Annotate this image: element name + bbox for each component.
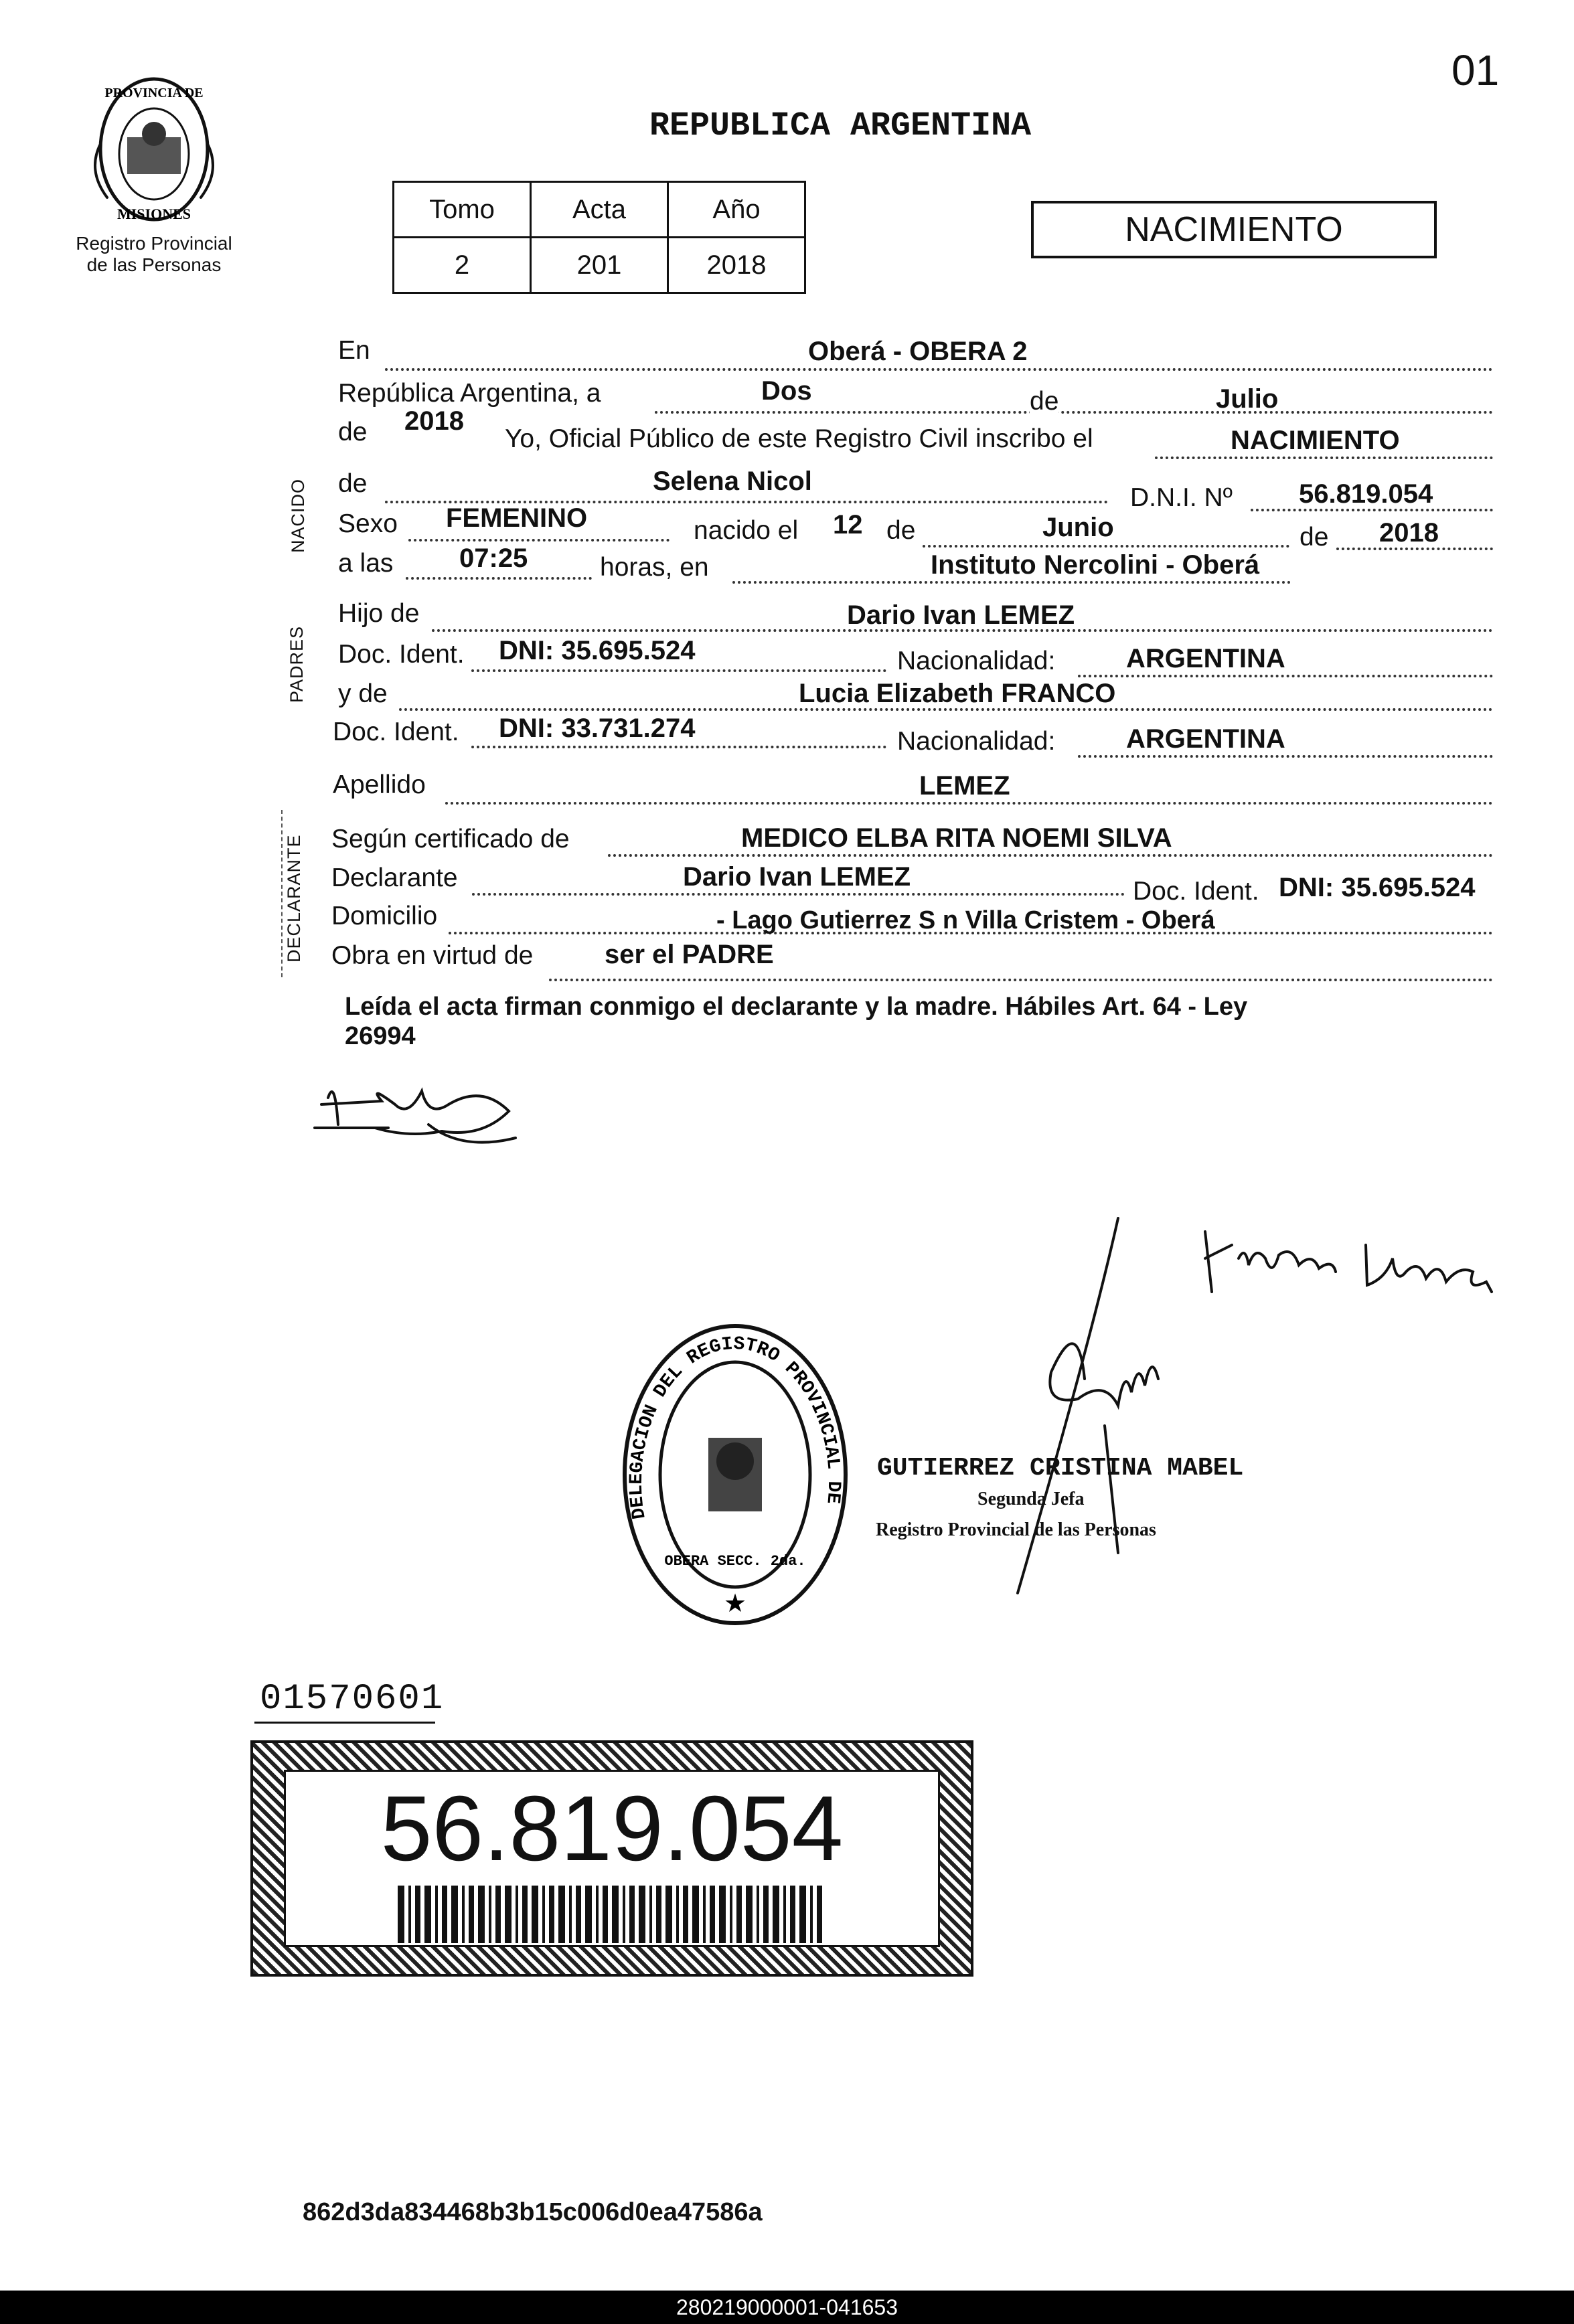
horas-label: horas, en xyxy=(600,553,709,582)
anio-header: Año xyxy=(668,182,805,238)
day-words-value: Dos xyxy=(761,376,812,406)
dni-value: 56.819.054 xyxy=(1299,479,1433,509)
yo-label: Yo, Oficial Público de este Registro Civil inscribo el xyxy=(505,424,1093,453)
obra-label: Obra en virtud de xyxy=(331,941,534,970)
sexo-label: Sexo xyxy=(338,509,398,538)
apellido-label: Apellido xyxy=(333,770,426,799)
nac-father-label: Nacionalidad: xyxy=(897,647,1056,675)
de-label: de xyxy=(1030,387,1059,416)
domicilio-label: Domicilio xyxy=(331,902,438,930)
decl-doc-label: Doc. Ident. xyxy=(1133,877,1259,906)
official-signature xyxy=(917,1205,1205,1610)
de-year-label: de xyxy=(338,418,368,446)
svg-text:PROVINCIA DE: PROVINCIA DE xyxy=(104,86,204,100)
mother-signature xyxy=(1192,1218,1513,1305)
province-crest-logo xyxy=(80,70,228,231)
closing-text: Leída el acta firman conmigo el declarante y la madre. Hábiles Art. 64 - Ley 26994 xyxy=(345,993,1248,1050)
svg-text:MISIONES: MISIONES xyxy=(116,205,191,222)
official-name: GUTIERREZ CRISTINA MABEL xyxy=(877,1454,1244,1483)
father-nat-value: ARGENTINA xyxy=(1126,644,1285,673)
mother-value: Lucia Elizabeth FRANCO xyxy=(799,679,1116,708)
decl-doc-value: DNI: 35.695.524 xyxy=(1279,873,1476,902)
document-hash: 862d3da834468b3b15c006d0ea47586a xyxy=(303,2198,763,2226)
hijo-label: Hijo de xyxy=(338,599,420,628)
mother-nat-value: ARGENTINA xyxy=(1126,724,1285,754)
de-birth-year-label: de xyxy=(1300,523,1329,552)
time-value: 07:25 xyxy=(459,544,528,573)
svg-text:OBERA SECC. 2da.: OBERA SECC. 2da. xyxy=(664,1553,806,1570)
acta-header: Acta xyxy=(531,182,668,238)
name-value: Selena Nicol xyxy=(653,467,812,496)
yde-label: y de xyxy=(338,679,388,708)
segun-label: Según certificado de xyxy=(331,825,570,853)
side-label-nacido: NACIDO xyxy=(288,478,308,553)
republica-label: República Argentina, a xyxy=(338,379,601,408)
father-value: Dario Ivan LEMEZ xyxy=(847,600,1075,630)
capacity-value: ser el PADRE xyxy=(605,940,774,969)
record-type-box: NACIMIENTO xyxy=(1031,201,1437,258)
svg-text:DELEGACION DEL REGISTRO PROVIN: DELEGACION DEL REGISTRO PROVINCIAL DE xyxy=(626,1333,844,1521)
acta-value: 201 xyxy=(531,238,668,293)
declarante-label: Declarante xyxy=(331,863,458,892)
barcode xyxy=(398,1886,826,1943)
official-registry: Registro Provincial de las Personas xyxy=(876,1519,1156,1540)
alas-label: a las xyxy=(338,549,394,578)
mother-doc-value: DNI: 33.731.274 xyxy=(499,714,696,743)
dni-stamp xyxy=(250,1740,973,1977)
sex-value: FEMENINO xyxy=(446,503,588,533)
doc-mother-label: Doc. Ident. xyxy=(333,718,459,746)
side-label-padres: PADRES xyxy=(287,625,307,703)
month-value: Julio xyxy=(1216,384,1279,414)
de-month-label: de xyxy=(886,516,916,545)
book-table xyxy=(392,181,806,294)
nacido-label: nacido el xyxy=(694,516,799,545)
birth-place-value: Instituto Nercolini - Oberá xyxy=(931,550,1260,580)
certificate-value: MEDICO ELBA RITA NOEMI SILVA xyxy=(741,823,1172,853)
footer-code: 280219000001-041653 xyxy=(676,2295,898,2319)
dni-stamp-number: 56.819.054 xyxy=(380,1777,844,1880)
birth-day-value: 12 xyxy=(833,510,863,540)
surname-value: LEMEZ xyxy=(919,771,1010,801)
nac-mother-label: Nacionalidad: xyxy=(897,727,1056,756)
father-doc-value: DNI: 35.695.524 xyxy=(499,636,696,665)
en-label: En xyxy=(338,336,370,365)
page-number: 01 xyxy=(1451,46,1500,94)
dni-label: D.N.I. Nº xyxy=(1130,483,1233,512)
doc-father-label: Doc. Ident. xyxy=(338,640,465,669)
page-title: REPUBLICA ARGENTINA xyxy=(649,107,1032,145)
anio-value: 2018 xyxy=(668,238,805,293)
svg-text:★: ★ xyxy=(723,1590,747,1618)
de-name-label: de xyxy=(338,469,368,498)
official-role: Segunda Jefa xyxy=(977,1489,1085,1509)
year-value: 2018 xyxy=(404,406,464,436)
serial-number: 01570601 xyxy=(260,1679,445,1720)
registry-seal xyxy=(615,1317,856,1635)
footer-bar xyxy=(0,2291,1574,2324)
declarant-value: Dario Ivan LEMEZ xyxy=(683,862,911,892)
birth-year-value: 2018 xyxy=(1379,518,1439,548)
side-label-declarante: DECLARANTE xyxy=(284,834,304,963)
declarant-signature xyxy=(308,1064,536,1155)
tomo-value: 2 xyxy=(394,238,531,293)
tomo-header: Tomo xyxy=(394,182,531,238)
address-value: - Lago Gutierrez S n Villa Cristem - Oberá xyxy=(716,906,1215,934)
birth-month-value: Junio xyxy=(1042,513,1114,542)
place-value: Oberá - OBERA 2 xyxy=(808,337,1028,366)
act-value: NACIMIENTO xyxy=(1231,426,1400,455)
registry-name: Registro Provincial de las Personas xyxy=(76,233,232,275)
